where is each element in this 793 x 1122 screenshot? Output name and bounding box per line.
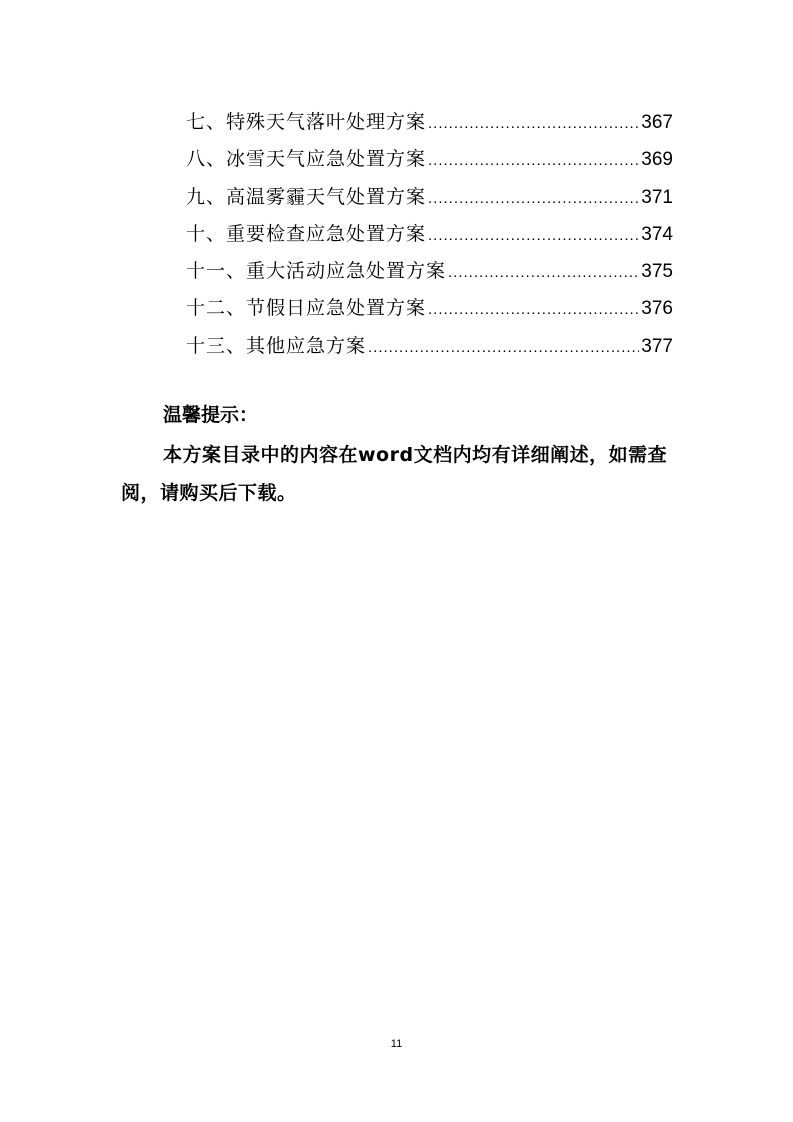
toc-entry[interactable] [186,216,673,253]
toc-dot-leader [428,180,639,217]
toc-entry[interactable] [186,141,673,178]
toc-entry[interactable] [186,179,673,216]
toc-entry[interactable] [186,290,673,327]
toc-entry-title: 十三、其他应急方案 [186,334,367,357]
toc-dot-leader [428,291,639,328]
table-of-contents [186,104,673,365]
toc-dot-leader [428,217,639,254]
toc-entry-page: 377 [641,335,673,357]
toc-dot-leader [368,329,639,366]
toc-entry-title: 十二、节假日应急处置方案 [186,297,427,320]
toc-entry-title: 七、特殊天气落叶处理方案 [186,111,427,133]
toc-entry-page: 376 [641,298,673,320]
toc-entry-title: 八、冰雪天气应急处置方案 [186,148,427,171]
toc-entry-title: 十一、重大活动应急处置方案 [186,260,447,283]
notice-paragraph: 本方案目录中的内容在word文档内均有详细阐述，如需查阅，请购买后下载。 [121,444,668,504]
toc-entry[interactable] [186,253,673,290]
toc-entry-title: 十、重要检查应急处置方案 [186,222,427,245]
notice-heading: 温馨提示： [163,404,259,426]
toc-entry-page: 375 [641,261,673,283]
toc-entry-title: 九、高温雾霾天气处置方案 [186,185,427,208]
toc-entry-page: 371 [641,186,673,208]
page-number: 11 [390,1038,403,1050]
toc-dot-leader [428,142,639,179]
toc-entry-page: 369 [641,149,673,171]
toc-entry[interactable] [186,328,673,365]
toc-entry[interactable] [186,104,673,141]
toc-dot-leader [428,105,639,142]
toc-entry-page: 367 [641,112,673,133]
toc-dot-leader [448,254,639,291]
toc-entry-page: 374 [641,223,673,245]
